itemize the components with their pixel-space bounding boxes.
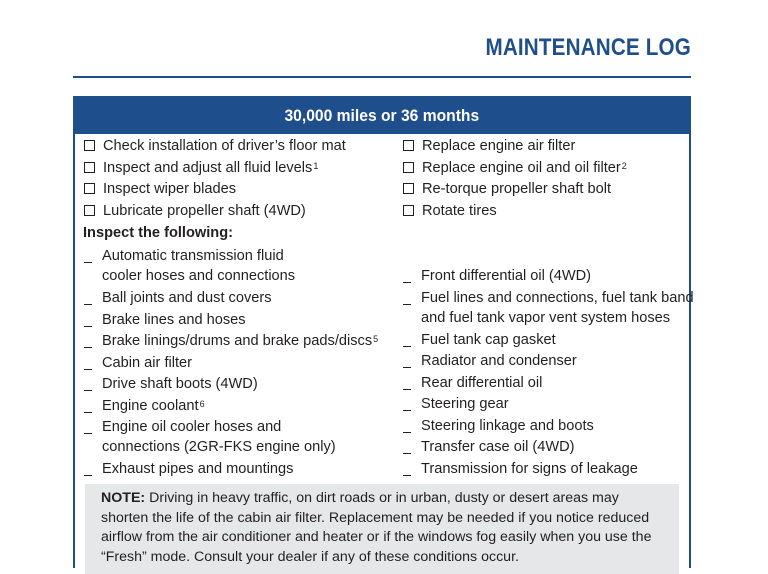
inspect-item-line: Transmission for signs of leakage bbox=[421, 460, 638, 477]
inspect-item-label bbox=[421, 437, 575, 457]
checkbox[interactable] bbox=[403, 162, 414, 173]
inspect-item-label bbox=[421, 288, 694, 328]
checklist-item bbox=[83, 201, 383, 223]
checklist-item-text: Rotate tires bbox=[422, 202, 497, 219]
inspect-item bbox=[83, 374, 383, 396]
checklist-right bbox=[402, 136, 687, 222]
blank-line-mark[interactable] bbox=[83, 246, 93, 266]
blank-line-mark[interactable] bbox=[402, 266, 412, 286]
inspect-item-line: Brake lines and hoses bbox=[102, 311, 246, 328]
blank-line-mark[interactable] bbox=[83, 288, 93, 308]
checklist-item bbox=[402, 158, 687, 180]
checklist-item bbox=[83, 136, 383, 158]
checklist-item-text: Lubricate propeller shaft (4WD) bbox=[103, 202, 306, 219]
inspect-item-line: Automatic transmission fluid bbox=[102, 248, 284, 264]
inspect-item-line: and fuel tank vapor vent system hoses bbox=[421, 309, 671, 326]
blank-line-mark[interactable] bbox=[402, 394, 412, 414]
checklist-item-label bbox=[103, 179, 236, 199]
checklist-item bbox=[402, 179, 687, 201]
checklist-item-text: Replace engine air filter bbox=[422, 138, 576, 154]
blank-line-mark[interactable] bbox=[402, 288, 412, 308]
interval-header bbox=[75, 98, 689, 134]
blank-line-mark[interactable] bbox=[83, 417, 93, 437]
inspect-item-label bbox=[102, 246, 295, 286]
inspect-item-label bbox=[421, 266, 591, 286]
blank-line-mark[interactable] bbox=[83, 353, 93, 373]
inspect-item bbox=[83, 246, 383, 288]
footnote-ref: 5 bbox=[373, 334, 379, 344]
inspect-item-line: Brake linings/drums and brake pads/discs bbox=[102, 333, 373, 349]
inspect-item-line: cooler hoses and connections bbox=[102, 268, 296, 284]
inspect-item-line: Exhaust pipes and mountings bbox=[102, 461, 294, 477]
interval-label: 30,000 miles or 36 months bbox=[284, 106, 480, 125]
inspect-item bbox=[402, 351, 687, 373]
checklist-item bbox=[83, 158, 383, 180]
checkbox[interactable] bbox=[403, 205, 414, 216]
inspect-item bbox=[402, 459, 687, 481]
blank-line-mark[interactable] bbox=[402, 416, 412, 436]
inspect-item-line: Transfer case oil (4WD) bbox=[421, 439, 575, 455]
inspect-item-label bbox=[102, 331, 378, 351]
inspect-heading: Inspect the following: bbox=[83, 225, 233, 241]
inspect-item-label bbox=[421, 394, 509, 414]
blank-line-mark[interactable] bbox=[402, 351, 412, 371]
inspect-item-label bbox=[421, 373, 542, 393]
checklist-left bbox=[83, 136, 383, 222]
inspect-item-line: Steering gear bbox=[421, 396, 509, 412]
checkbox[interactable] bbox=[84, 205, 95, 216]
footnote-ref: 1 bbox=[313, 160, 319, 171]
inspect-item-line: Radiator and condenser bbox=[421, 353, 577, 369]
note-text: Driving in heavy traffic, on dirt roads or in urban, dusty or desert areas may shorten the life of the cabin air filter. Replacement may be needed if you notice reduced airflow from the air conditioner and heater or if the windows fog easily when you use the “Fresh” mode. Consult your dealer if any of these conditions occur. bbox=[101, 490, 652, 565]
inspect-item-line: Ball joints and dust covers bbox=[102, 290, 272, 306]
checklist-item-text: Replace engine oil and oil filter bbox=[422, 159, 621, 176]
inspect-item-line: Cabin air filter bbox=[102, 354, 193, 371]
inspect-item bbox=[402, 266, 687, 288]
title-divider bbox=[73, 76, 691, 78]
inspect-item bbox=[402, 437, 687, 459]
inspect-item bbox=[402, 330, 687, 352]
inspect-item-line: Steering linkage and boots bbox=[421, 417, 594, 434]
checkbox[interactable] bbox=[84, 183, 95, 194]
blank-line-mark[interactable] bbox=[83, 331, 93, 351]
checklist-item-text: Re-torque propeller shaft bolt bbox=[422, 181, 612, 197]
right-column bbox=[402, 136, 694, 480]
left-column bbox=[83, 136, 383, 481]
inspect-item bbox=[83, 417, 383, 459]
checklist-item-label bbox=[103, 201, 306, 221]
inspect-list-left bbox=[83, 246, 383, 481]
inspect-item-line: connections (2GR-FKS engine only) bbox=[102, 439, 336, 455]
inspect-item bbox=[402, 373, 687, 395]
checkbox[interactable] bbox=[403, 140, 414, 151]
checklist-item-label bbox=[103, 136, 346, 156]
inspect-list-right bbox=[402, 266, 694, 480]
inspect-item-label bbox=[421, 416, 594, 436]
inspect-item-label bbox=[102, 417, 336, 457]
inspect-item-line: Drive shaft boots (4WD) bbox=[102, 376, 258, 392]
page-title: MAINTENANCE LOG bbox=[485, 34, 691, 61]
inspect-item-label bbox=[102, 288, 272, 308]
inspect-item-label bbox=[102, 310, 246, 330]
checklist-item-text: Inspect and adjust all fluid levels bbox=[103, 159, 313, 176]
blank-line-mark[interactable] bbox=[402, 330, 412, 350]
inspect-item-line: Engine coolant bbox=[102, 397, 199, 414]
checklist-item-label bbox=[422, 201, 497, 221]
inspect-item-line: Fuel tank cap gasket bbox=[421, 331, 556, 348]
inspect-item bbox=[402, 288, 694, 330]
inspect-item-line: Rear differential oil bbox=[421, 374, 543, 391]
inspect-item-label bbox=[421, 351, 577, 371]
inspect-item-label bbox=[102, 353, 192, 373]
inspect-item bbox=[402, 394, 687, 416]
inspect-item bbox=[83, 459, 383, 481]
checkbox[interactable] bbox=[403, 183, 414, 194]
checklist-item-label bbox=[422, 158, 627, 178]
inspect-item bbox=[83, 353, 383, 375]
checklist-item-text: Check installation of driver’s floor mat bbox=[103, 138, 346, 154]
blank-line-mark[interactable] bbox=[83, 310, 93, 330]
inspect-item bbox=[83, 396, 383, 418]
inspect-item bbox=[83, 310, 383, 332]
inspect-item bbox=[83, 288, 383, 310]
checkbox[interactable] bbox=[84, 140, 95, 151]
inspect-item-line: Fuel lines and connections, fuel tank band bbox=[421, 289, 694, 306]
checklist-item bbox=[402, 136, 687, 158]
note-label: NOTE: bbox=[101, 490, 146, 506]
inspect-item-label bbox=[102, 459, 293, 479]
checkbox[interactable] bbox=[84, 162, 95, 173]
inspect-item bbox=[83, 331, 383, 353]
checklist-item bbox=[83, 179, 383, 201]
inspect-item-label bbox=[102, 396, 205, 416]
checklist-item-label bbox=[422, 179, 611, 199]
checklist-item-label bbox=[422, 136, 575, 156]
blank-line-mark[interactable] bbox=[402, 373, 412, 393]
footnote-ref: 2 bbox=[621, 160, 627, 171]
inspect-item-line: Front differential oil (4WD) bbox=[421, 268, 592, 284]
blank-line-mark[interactable] bbox=[83, 396, 93, 416]
inspect-item-label bbox=[421, 459, 638, 479]
inspect-item-label bbox=[421, 330, 556, 350]
blank-line-mark[interactable] bbox=[83, 459, 93, 479]
checklist-item-text: Inspect wiper blades bbox=[103, 181, 237, 197]
footnote-ref: 6 bbox=[199, 398, 205, 409]
maintenance-log-box bbox=[73, 96, 694, 568]
blank-line-mark[interactable] bbox=[402, 437, 412, 457]
inspect-item-line: Engine oil cooler hoses and bbox=[102, 419, 282, 435]
checklist-item-label bbox=[103, 158, 318, 178]
blank-line-mark[interactable] bbox=[402, 459, 412, 479]
inspect-item-label bbox=[102, 374, 258, 394]
blank-line-mark[interactable] bbox=[83, 374, 93, 394]
note-panel bbox=[85, 484, 679, 574]
checklist-item bbox=[402, 201, 687, 223]
inspect-item bbox=[402, 416, 687, 438]
